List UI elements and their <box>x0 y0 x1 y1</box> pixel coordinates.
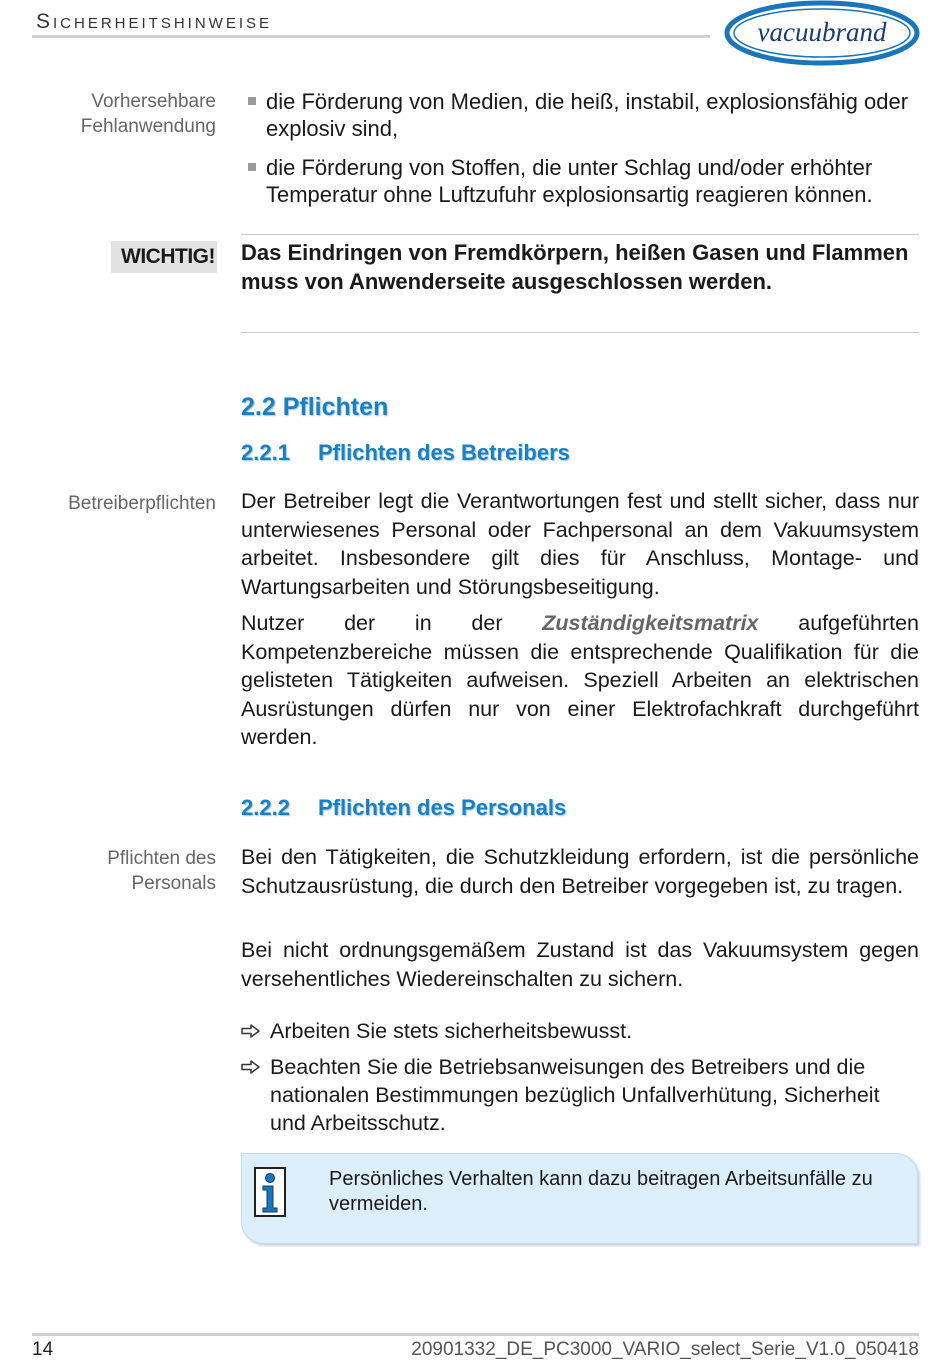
vacuubrand-logo <box>722 0 922 72</box>
instruction-item <box>241 1053 919 1137</box>
instruction-text: Beachten Sie die Betriebsanweisungen des Betreibers und die nationalen Bestimmungen bezüglich Unfallverhütung, Sicherheit und Arbeitsschutz. <box>270 1055 880 1135</box>
subsection-heading-2-2-1 <box>241 440 570 466</box>
section-heading-2-2: 2.2 Pflichten <box>241 393 389 421</box>
instruction-item <box>241 1017 919 1045</box>
side-label-operator: Betreiberpflichten <box>68 493 216 514</box>
important-text: Das Eindringen von Fremdkörpern, heißen Gasen und Flammen muss von Anwenderseite ausgeschlossen werden. <box>241 240 909 294</box>
side-label-misuse: Vorhersehbare Fehlanwendung <box>80 91 216 137</box>
operator-paragraph-2 <box>241 609 919 752</box>
header-rule <box>32 35 710 38</box>
info-note-text: Persönliches Verhalten kann dazu beitragen Arbeitsunfälle zu vermeiden. <box>329 1168 873 1215</box>
subsection-heading-2-2-2 <box>241 795 566 821</box>
side-label-personnel <box>32 846 216 896</box>
bullet-square-icon <box>248 163 256 171</box>
document-id: 20901332_DE_PC3000_VARIO_select_Serie_V1.0_050418 <box>411 1339 919 1360</box>
instruction-text: Arbeiten Sie stets sicherheitsbewusst. <box>270 1019 633 1043</box>
arrow-right-icon <box>241 1060 261 1074</box>
side-label-text: Pflichten des Personals <box>107 848 216 894</box>
list-item <box>246 88 918 142</box>
logo-text: vacuubrand <box>757 17 887 47</box>
subsection-number: 2.2.1 <box>241 440 290 465</box>
arrow-right-icon <box>241 1024 261 1038</box>
subsection-title: Pflichten des Betreibers <box>318 440 570 465</box>
personnel-paragraph-1: Bei den Tätigkeiten, die Schutzkleidung erfordern, ist die persönliche Schutzausrüstung, die durch den Betreiber vorgegeben ist, zu tragen. <box>241 845 919 898</box>
important-bottom-rule <box>241 332 919 333</box>
info-icon <box>254 1167 286 1217</box>
important-top-rule <box>241 234 919 235</box>
important-badge: WICHTIG! <box>111 241 217 273</box>
subsection-title: Pflichten des Personals <box>318 795 567 820</box>
footer-rule <box>32 1333 919 1336</box>
paragraph-text: Nutzer der in der <box>241 611 543 635</box>
subsection-number: 2.2.2 <box>241 795 290 820</box>
responsibility-matrix-link[interactable]: Zuständigkeitsmatrix <box>542 611 759 635</box>
bullet-square-icon <box>248 97 256 105</box>
list-item <box>246 154 918 208</box>
section-header-title: Sicherheitshinweise <box>36 10 273 33</box>
personnel-paragraph-2: Bei nicht ordnungsgemäßem Zustand ist das Vakuumsystem gegen versehentliches Wiedereinschalten zu sichern. <box>241 938 919 991</box>
page-number: 14 <box>32 1339 54 1360</box>
operator-paragraph-1: Der Betreiber legt die Verantwortungen fest und stellt sicher, dass nur unterwiesenes Personal oder Fachpersonal an dem Vakuumsystem arbeitet. Insbesondere gilt dies für Anschluss, Montage- und Wartungsarbeiten und Störungsbeseitigung. <box>241 489 919 599</box>
bullet-text: die Förderung von Stoffen, die unter Schlag und/oder erhöhter Temperatur ohne Luftzufuhr explosionsartig reagieren können. <box>266 155 873 207</box>
bullet-text: die Förderung von Medien, die heiß, instabil, explosionsfähig oder explosiv sind, <box>266 89 909 141</box>
paragraph-text: aufgeführten Kompetenzbereiche müssen die entsprechende Qualifikation für die gelisteten Tätigkeiten aufweisen. Speziell Arbeiten an elektrischen Ausrüstungen dürfen nur von einer Elektrofachkraft durchgeführt werden. <box>241 611 919 750</box>
